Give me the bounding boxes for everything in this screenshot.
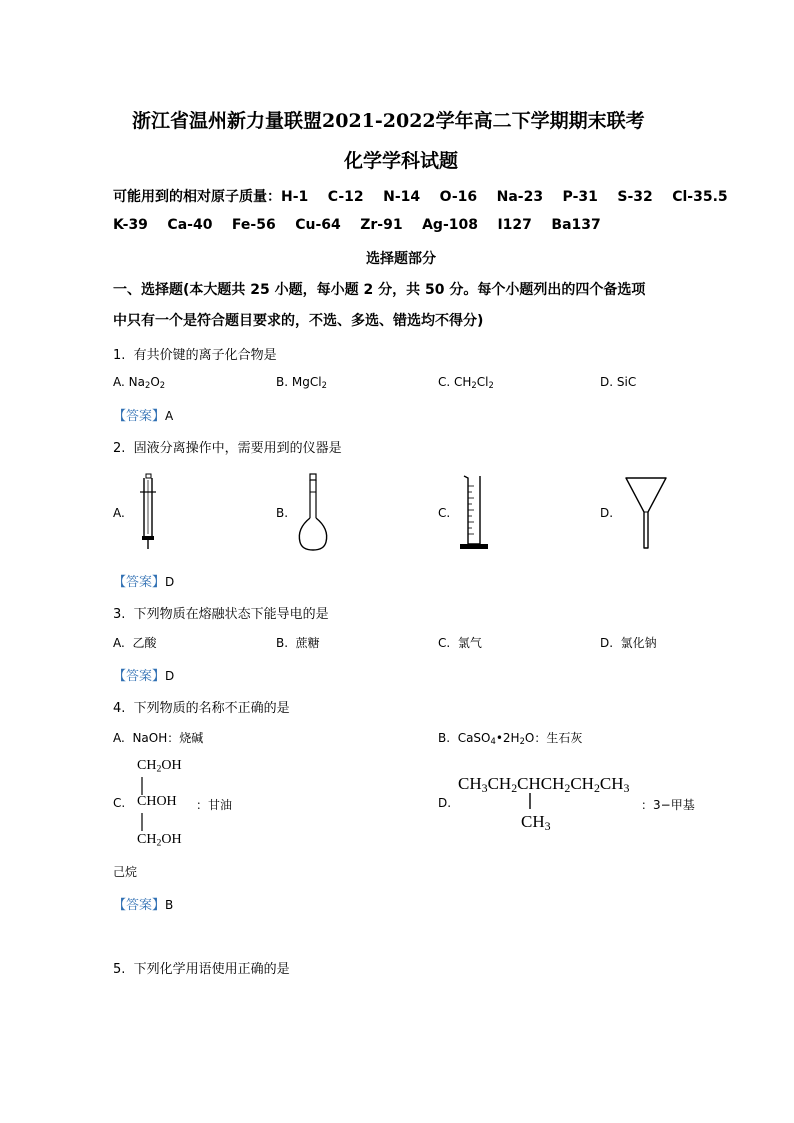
section-heading: 选择题部分	[366, 251, 436, 267]
q2-answer: 【答案】D	[113, 575, 175, 590]
q4-answer: 【答案】B	[113, 898, 174, 913]
q4-option-a: A. NaOH：烧碱	[113, 731, 204, 745]
q2-option-c-label: C.	[438, 506, 451, 520]
q1-option-d: D. SiC	[600, 375, 637, 389]
question-2-stem: 2. 固液分离操作中，需要用到的仪器是	[113, 441, 342, 456]
question-3-stem: 3. 下列物质在熔融状态下能导电的是	[113, 607, 329, 622]
q2-option-d-label: D.	[600, 506, 614, 520]
bond-line	[528, 793, 532, 811]
q3-option-c: C. 氯气	[438, 636, 482, 650]
section-intro-line-1: 一、选择题(本大题共 25 小题，每小题 2 分，共 50 分。每个小题列出的四个备选项	[113, 282, 646, 298]
volumetric-flask-icon	[296, 474, 330, 552]
bond-line	[140, 813, 144, 833]
atomic-masses-line-2: K-39 Ca-40 Fe-56 Cu-64 Zr-91 Ag-108 I127 Ba137	[113, 217, 601, 233]
q1-option-c: C. $CH_2Cl_2$	[438, 375, 494, 391]
q4-option-d-label: D.	[438, 796, 452, 810]
q2-option-b-label: B.	[276, 506, 289, 520]
page-subtitle: 化学学科试题	[344, 150, 459, 172]
q4-c-choh: CHOH	[137, 794, 177, 809]
q4-option-d-name: ：3−甲基	[641, 798, 695, 812]
q4-option-d-name-continued: 己烷	[113, 865, 138, 879]
q2-option-a-label: A.	[113, 506, 125, 520]
q3-option-d: D. 氯化钠	[600, 636, 657, 650]
q4-d-branch: $CH_3$	[521, 812, 551, 833]
q4-option-c-label: C.	[113, 796, 126, 810]
section-intro-line-2: 中只有一个是符合题目要求的，不选、多选、错选均不得分)	[113, 313, 484, 329]
q1-option-b: B. MgCl$_2$	[276, 375, 327, 391]
q3-answer: 【答案】D	[113, 669, 175, 684]
q4-option-c-name: ：甘油	[196, 798, 233, 812]
question-5-stem: 5. 下列化学用语使用正确的是	[113, 962, 290, 977]
atomic-masses-line-1: 可能用到的相对原子质量：H-1 C-12 N-14 O-16 Na-23 P-31 S-32 Cl-35.5	[113, 189, 728, 205]
q1-answer: 【答案】A	[113, 409, 174, 424]
q4-c-ch2oh-bottom: $CH_2OH$	[137, 832, 182, 849]
q3-option-b: B. 蔗糖	[276, 636, 320, 650]
burette-icon	[138, 474, 158, 550]
page-title: 浙江省温州新力量联盟2021-2022学年高二下学期期末联考	[132, 110, 645, 132]
q1-option-a: A. $Na_2O_2$	[113, 375, 166, 391]
question-4-stem: 4. 下列物质的名称不正确的是	[113, 701, 290, 716]
q4-d-main-chain: $CH_3CH_2CHCH_2CH_2CH_3$	[458, 774, 630, 795]
q4-c-ch2oh-top: $CH_2OH$	[137, 758, 182, 775]
funnel-icon	[624, 476, 668, 550]
q4-option-b: B. $CaSO_4•2H_2O$：生石灰	[438, 731, 583, 747]
graduated-cylinder-icon	[460, 474, 488, 552]
answer-tag: 【答案】	[113, 409, 166, 424]
q3-option-a: A. 乙酸	[113, 636, 157, 650]
question-1-stem: 1. 有共价键的离子化合物是	[113, 348, 277, 363]
